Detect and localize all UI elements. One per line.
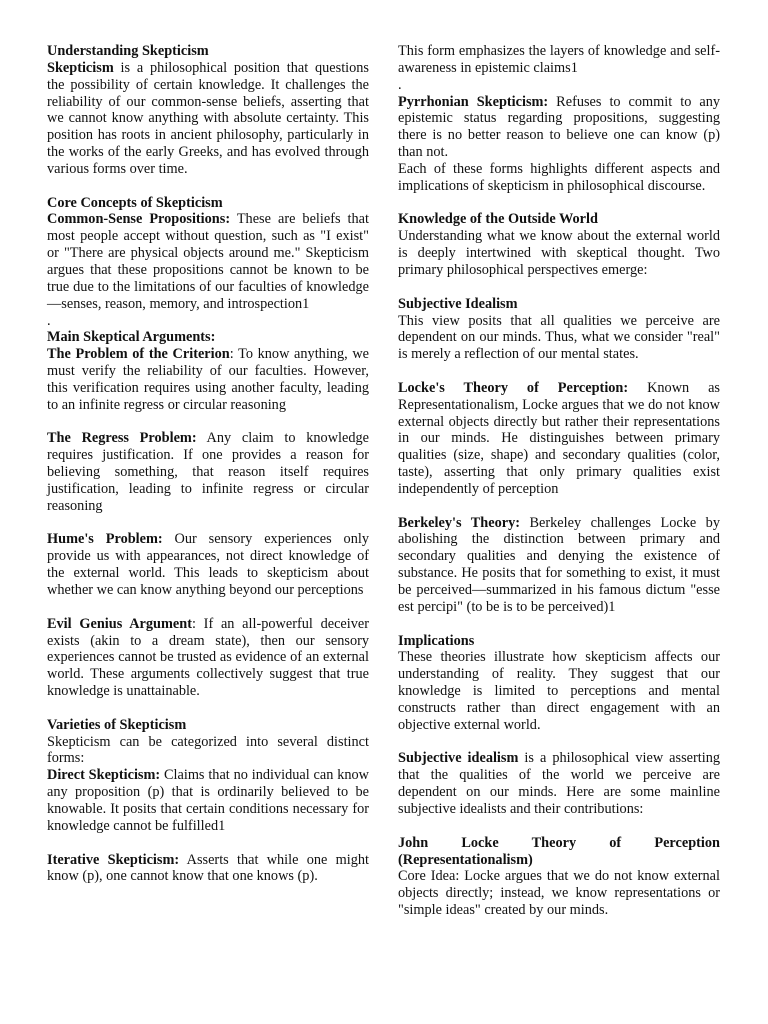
left-column (47, 43, 369, 885)
term-berkeley: Berkeley's Theory: (398, 514, 521, 531)
stray-period: . (47, 312, 51, 329)
paragraph-regress: The Regress Problem: Any claim to knowledge requires justification. If one provides a reason for believing something, that reason itself requires justification, leading to infinite regress or circular reasoning (47, 430, 369, 514)
term-locke: Locke's Theory of Perception: (398, 379, 629, 396)
section-heading-john-locke: John Locke Theory of Perception (Representationalism) (398, 834, 720, 868)
paragraph-iterative-continued: This form emphasizes the layers of knowledge and self-awareness in epistemic claims1 (398, 43, 720, 76)
section-heading-core: Core Concepts of Skepticism (47, 194, 223, 211)
paragraph-core-idea: Core Idea: Locke argues that we do not know external objects directly; instead, we know representations or "simple ideas" created by our minds. (398, 868, 720, 919)
paragraph-varieties-intro: Skepticism can be categorized into several distinct forms: (47, 733, 369, 767)
paragraph-locke-theory: Locke's Theory of Perception: Known as Representationalism, Locke argues that we do not know external objects directly but rather their representations in our minds. He distinguishes between primary qualities (size, shape) and secondary qualities (color, taste), asserting that only primary qualities exist independently of perception (398, 379, 720, 497)
term-evil-genius: Evil Genius Argument (47, 615, 192, 632)
paragraph-subjective-idealism-view: Subjective idealism is a philosophical view asserting that the qualities of the world we perceive are dependent on our minds. Here are some mainline subjective idealists and their contributions: (398, 750, 720, 817)
section-heading-implications: Implications (398, 632, 475, 649)
paragraph-pyrrhonian: Pyrrhonian Skepticism: Refuses to commit to any epistemic status regarding propositions, suggesting there is no better reason to believe one can know (p) than not. (398, 93, 720, 161)
term-criterion: The Problem of the Criterion (47, 346, 230, 363)
paragraph-common-sense: Common-Sense Propositions: These are beliefs that most people accept without question, such as "I exist" or "There are physical objects around me." Skepticism argues that these propositions cannot be known to be true due to the limitations of our faculties of knowledge—senses, reason, memory, and introspection1 (47, 211, 369, 312)
paragraph-hume: Hume's Problem: Our sensory experiences only provide us with appearances, not direct knowledge of the external world. This leads to skepticism about whether we can know anything beyond our perceptions (47, 531, 369, 598)
paragraph-iterative: Iterative Skepticism: Asserts that while one might know (p), one cannot know that one knows (p). (47, 851, 370, 885)
paragraph-subjective-idealism: This view posits that all qualities we perceive are dependent on our minds. Thus, what we consider "real" is merely a reflection of our mental states. (398, 312, 720, 363)
section-heading-main-arguments: Main Skeptical Arguments: (47, 329, 216, 346)
section-heading-outside-world: Knowledge of the Outside World (398, 211, 598, 228)
document-page (47, 43, 722, 1003)
right-column (398, 43, 720, 919)
paragraph-implications: These theories illustrate how skepticism affects our understanding of reality. They suggest that our knowledge is limited to perceptions and mental constructs rather than direct engagement with an objective external world. (398, 649, 720, 733)
paragraph-outside-world: Understanding what we know about the external world is deeply intertwined with skeptical thought. Two primary philosophical perspectives emerge: (398, 228, 720, 278)
term-direct: Direct Skepticism: (47, 767, 161, 784)
term-iterative: Iterative Skepticism: (47, 851, 180, 868)
term-common-sense: Common-Sense Propositions: (47, 211, 231, 228)
term-skepticism: Skepticism (47, 59, 114, 76)
section-heading-varieties: Varieties of Skepticism (47, 716, 187, 733)
paragraph-skepticism-intro: Skepticism is a philosophical position that questions the possibility of certain knowledge. It challenges the reliability of our common-sense beliefs, asserting that we cannot know anything with absolute certainty. This position has roots in ancient philosophy, particularly in the works of the early Greeks, and has evolved through various forms over time. (47, 59, 369, 177)
section-heading-understanding: Understanding Skepticism (47, 43, 209, 59)
term-regress: The Regress Problem: (47, 430, 197, 447)
term-hume: Hume's Problem: (47, 531, 163, 548)
paragraph-direct: Direct Skepticism: Claims that no individual can know any proposition (p) that is ordinarily believed to be knowable. It posits that certain conditions necessary for knowledge cannot be fulfilled1 (47, 767, 369, 834)
stray-period: . (398, 76, 402, 93)
paragraph-evil-genius: Evil Genius Argument: If an all-powerful deceiver exists (akin to a dream state), then our sensory experiences cannot be trusted as evidence of an external world. These arguments collectively suggest that true knowledge is unattainable. (47, 615, 369, 700)
paragraph-berkeley-theory: Berkeley's Theory: Berkeley challenges Locke by abolishing the distinction between primary and secondary qualities and denying the existence of substance. He posits that for something to exist, it must be perceived—summarized in his famous dictum "esse est percipi" (to be is to be perceived)1 (398, 514, 720, 615)
term-subjective-idealism: Subjective idealism (398, 750, 519, 767)
paragraph-each-form: Each of these forms highlights different aspects and implications of skepticism in philosophical discourse. (398, 160, 720, 194)
paragraph-criterion: The Problem of the Criterion: To know anything, we must verify the reliability of our faculties. However, this verification requires using another faculty, leading to an infinite regress or circular reasoning (47, 346, 369, 413)
term-pyrrhonian: Pyrrhonian Skepticism: (398, 93, 549, 110)
section-heading-subjective-idealism: Subjective Idealism (398, 295, 518, 312)
